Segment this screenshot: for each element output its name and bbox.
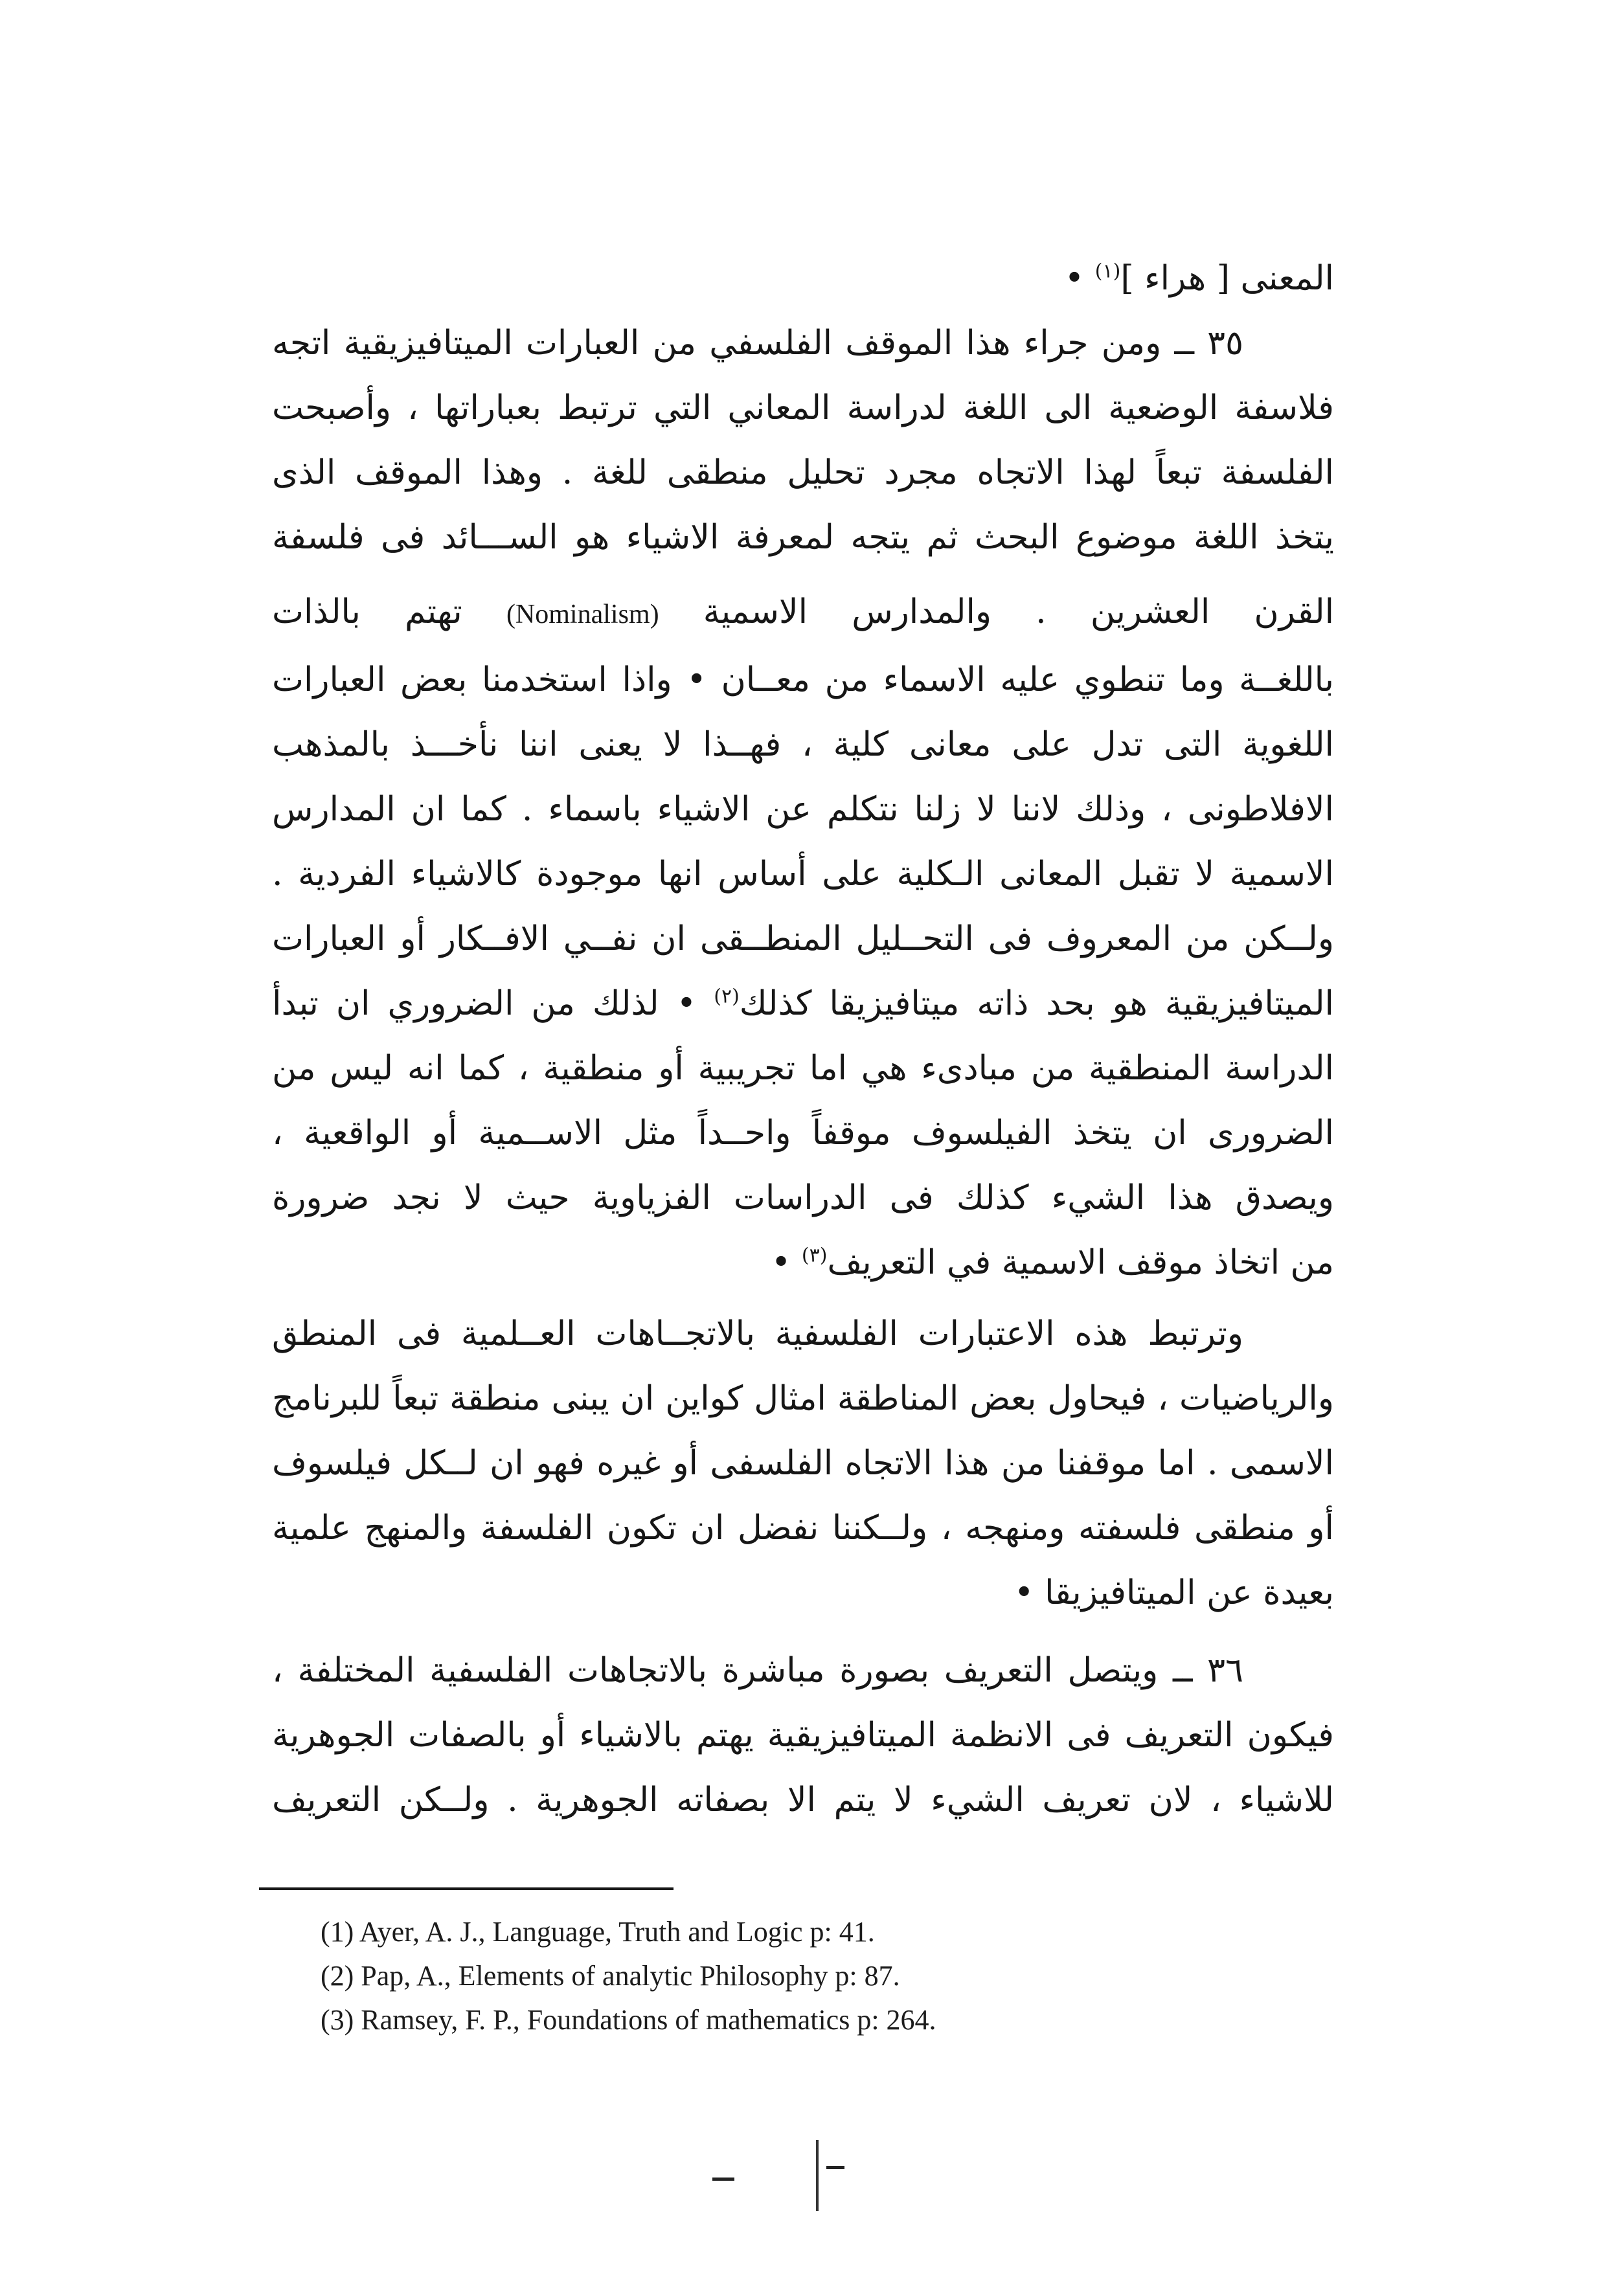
text-line-24: للاشياء ، لان تعريف الشيء لا يتم الا بصفاته الجوهرية . ولــكن التعريف (272, 1781, 1334, 1819)
text-line-22: ٣٦ ــ ويتصل التعريف بصورة مباشرة بالاتجاهات الفلسفية المختلفة ، (272, 1651, 1243, 1690)
text-line-13: الدراسة المنطقية من مبادىء هي اما تجريبية أو منطقية ، كما انه ليس من (272, 1049, 1334, 1088)
line-6-left: تهتم بالذات (272, 592, 462, 631)
text-line-18: والرياضيات ، فيحاول بعض المناطقة امثال كواين ان يبنى منطقة تبعاً للبرنامج (272, 1379, 1334, 1418)
text-line-21: بعيدة عن الميتافيزيقا • (1013, 1573, 1334, 1612)
text-line-5: يتخذ اللغة موضوع البحث ثم يتجه لمعرفة الاشياء هو الســـائد فى فلسفة (272, 518, 1334, 557)
line-16-text: من اتخاذ موقف الاسمية في التعريف (827, 1243, 1334, 1282)
line-12-tail: • لذلك من الضروري ان تبدأ (272, 984, 714, 1023)
text-line-2: ٣٥ ــ ومن جراء هذا الموقف الفلسفي من العبارات الميتافيزيقية اتجه (272, 324, 1243, 363)
text-line-19: الاسمى . اما موقفنا من هذا الاتجاه الفلسفى أو غيره فهو ان لــكل فيلسوف (272, 1444, 1334, 1483)
text-line-20: أو منطقى فلسفته ومنهجه ، ولــكننا نفضل ان تكون الفلسفة والمنهج علمية (272, 1509, 1334, 1548)
line-1-text: المعنى [ هراء ] (1120, 259, 1334, 298)
footnote-marker-3: (٣) (801, 1244, 828, 1267)
text-line-17: وترتبط هذه الاعتبارات الفلسفية بالاتجــاهات العــلمية فى المنطق (272, 1314, 1243, 1353)
footnote-3: (3) Ramsey, F. P., Foundations of mathematics p: 264. (321, 2004, 936, 2036)
text-line-11: ولــكن من المعروف فى التحــليل المنطــقى ان نفــي الافــكار أو العبارات (272, 919, 1334, 958)
text-line-1 (1065, 246, 1334, 311)
line-12-main: الميتافيزيقية هو بحد ذاته ميتافيزيقا كذلك (739, 984, 1334, 1023)
footnote-marker-1: (١) (1094, 260, 1121, 283)
text-line-7: باللغــة وما تنطوي عليه الاسماء من معــان • واذا استخدمنا بعض العبارات (272, 660, 1334, 699)
text-line-4: الفلسفة تبعاً لهذا الاتجاه مجرد تحليل منطقى للغة . وهذا الموقف الذى (272, 453, 1334, 492)
text-line-8: اللغوية التى تدل على معانى كلية ، فهــذا لا يعنى اننا نأخـــذ بالمذهب (272, 725, 1334, 764)
text-line-10: الاسمية لا تقبل المعانى الـكلية على أساس انها موجودة كالاشياء الفردية . (272, 855, 1334, 894)
text-line-3: فلاسفة الوضعية الى اللغة لدراسة المعاني التي ترتبط بعباراتها ، وأصبحت (272, 388, 1334, 427)
bullet-1: • (1064, 259, 1085, 298)
text-line-6 (272, 580, 1334, 644)
latin-term: (Nominalism) (506, 600, 659, 629)
text-line-16 (272, 1230, 1334, 1295)
footnote-rule (259, 1887, 674, 1890)
footnote-1: (1) Ayer, A. J., Language, Truth and Logic p: 41. (321, 1916, 875, 1948)
line-6-right: القرن العشرين . والمدارس الاسمية (703, 592, 1335, 631)
page-number-mark (699, 2140, 868, 2218)
footnote-marker-2: (٢) (714, 985, 740, 1008)
footnotes (321, 1910, 1227, 2042)
text-line-23: فيكون التعريف فى الانظمة الميتافيزيقية يهتم بالاشياء أو بالصفات الجوهرية (272, 1716, 1334, 1755)
text-line-15: ويصدق هذا الشيء كذلك فى الدراسات الفزياوية حيث لا نجد ضرورة (272, 1178, 1334, 1217)
text-line-9: الافلاطونى ، وذلك لاننا لا زلنا نتكلم عن الاشياء باسماء . كما ان المدارس (272, 790, 1334, 829)
text-line-12 (272, 971, 1334, 1036)
text-line-14: الضرورى ان يتخذ الفيلسوف موقفاً واحــداً مثل الاســمية أو الواقعية ، (272, 1114, 1335, 1153)
bullet-2: • (771, 1243, 791, 1282)
footnote-2: (2) Pap, A., Elements of analytic Philosophy p: 87. (321, 1960, 900, 1992)
